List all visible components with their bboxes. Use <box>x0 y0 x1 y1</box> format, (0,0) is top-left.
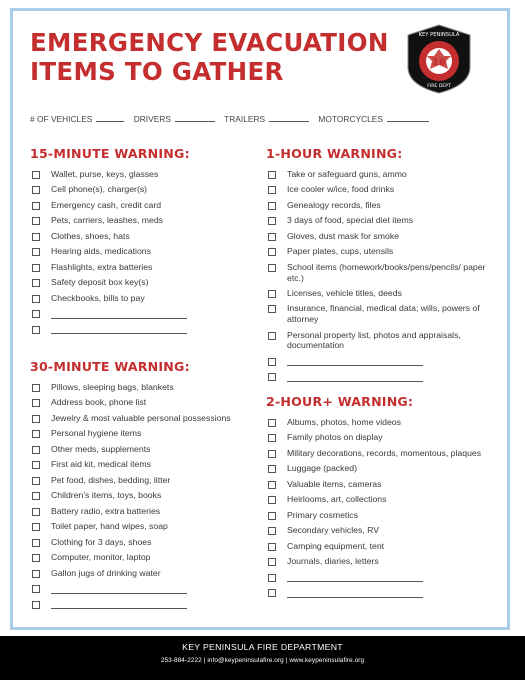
blank-checklist-item <box>30 324 250 335</box>
checklist-item-label: Luggage (packed) <box>287 463 358 474</box>
write-in-line[interactable] <box>51 583 187 594</box>
badge-top-text: KEY PENINSULA <box>418 32 460 38</box>
checkbox[interactable] <box>32 326 40 334</box>
checklist-item <box>30 200 250 211</box>
checklist-item <box>266 556 486 567</box>
checklist-item-label: Wallet, purse, keys, glasses <box>51 169 159 179</box>
checkbox[interactable] <box>268 233 276 241</box>
checkbox[interactable] <box>268 332 276 340</box>
checklist-item-label: Other meds, supplements <box>51 443 151 454</box>
checklist-item <box>266 448 486 459</box>
checkbox[interactable] <box>32 399 40 407</box>
blank-checklist-item <box>266 371 486 382</box>
checkbox[interactable] <box>268 450 276 458</box>
checkbox[interactable] <box>32 508 40 516</box>
checkbox[interactable] <box>32 539 40 547</box>
checklist-item <box>30 490 255 501</box>
checkbox[interactable] <box>268 434 276 442</box>
section-30-minute <box>30 359 255 614</box>
checklist-item-label: Ice cooler w/ice, food drinks <box>287 184 395 195</box>
checklist-item-label: Military decorations, records, momentous, plaques <box>287 447 482 458</box>
checklist-item-label: Valuable items, cameras <box>287 478 382 489</box>
checklist-item <box>266 494 486 505</box>
checkbox[interactable] <box>32 585 40 593</box>
checklist-item <box>266 262 486 283</box>
checkbox[interactable] <box>32 570 40 578</box>
write-in-line[interactable] <box>287 587 423 598</box>
checklist-item-label: Cell phone(s), charger(s) <box>51 184 148 195</box>
checklist-item <box>30 552 255 563</box>
checklist-item-label: Camping equipment, tent <box>287 540 385 551</box>
footer <box>0 636 525 680</box>
checklist-item <box>30 169 250 180</box>
checklist-item <box>266 231 486 242</box>
title-line-2: ITEMS TO GATHER <box>30 57 284 86</box>
checklist-item-label: Hearing aids, medications <box>51 246 151 257</box>
checkbox[interactable] <box>32 310 40 318</box>
checklist-item-label: Licenses, vehicle titles, deeds <box>287 287 402 298</box>
blank-checklist-item <box>266 572 486 583</box>
checkbox[interactable] <box>268 496 276 504</box>
checklist-item <box>266 463 486 474</box>
checklist-item <box>30 444 255 455</box>
checklist-item-label: First aid kit, medical items <box>51 459 151 470</box>
write-in-line[interactable] <box>51 308 187 319</box>
checklist-item <box>30 277 250 288</box>
drivers-blank[interactable] <box>175 113 215 122</box>
checkbox[interactable] <box>32 384 40 392</box>
checklist-item-label: Address book, phone list <box>51 397 147 408</box>
checklist-item-label: Clothing for 3 days, shoes <box>51 536 152 547</box>
checklist-item-label: Albums, photos, home videos <box>287 417 401 427</box>
checklist-item <box>30 475 255 486</box>
blank-checklist-item <box>266 587 486 598</box>
checklist-item-label: Secondary vehicles, RV <box>287 525 380 536</box>
checklist-item <box>30 521 255 532</box>
checklist-item <box>30 231 250 242</box>
checkbox[interactable] <box>268 186 276 194</box>
checklist-item <box>30 184 250 195</box>
checklist-item-label: Battery radio, extra batteries <box>51 505 161 516</box>
checkbox[interactable] <box>32 430 40 438</box>
checkbox[interactable] <box>32 523 40 531</box>
checklist-item <box>30 293 250 304</box>
checklist-item <box>30 382 255 393</box>
checkbox[interactable] <box>268 264 276 272</box>
checklist-item <box>30 568 255 579</box>
checkbox[interactable] <box>32 279 40 287</box>
checkbox[interactable] <box>32 264 40 272</box>
checkbox[interactable] <box>268 217 276 225</box>
checkbox[interactable] <box>32 461 40 469</box>
checkbox[interactable] <box>32 554 40 562</box>
write-in-line[interactable] <box>51 324 187 335</box>
checklist-item <box>266 288 486 299</box>
checklist-item-label: Take or safeguard guns, ammo <box>287 169 407 179</box>
checkbox[interactable] <box>32 415 40 423</box>
checkbox[interactable] <box>268 305 276 313</box>
checkbox[interactable] <box>268 574 276 582</box>
footer-contact: 253-884-2222 | info@keypeninsulafire.org | www.keypeninsulafire.org <box>160 657 365 664</box>
checklist <box>266 417 486 598</box>
checklist-item <box>266 169 486 180</box>
checkbox[interactable] <box>268 543 276 551</box>
checkbox[interactable] <box>268 589 276 597</box>
checklist <box>30 382 255 609</box>
checklist-item <box>30 506 255 517</box>
checklist-item-label: Emergency cash, credit card <box>51 199 162 210</box>
checkbox[interactable] <box>268 481 276 489</box>
checkbox[interactable] <box>268 358 276 366</box>
checklist-item <box>30 459 255 470</box>
checklist-item-label: School items (homework/books/pens/pencils/ paper etc.) <box>287 261 486 283</box>
badge-number: 16 <box>432 57 446 68</box>
section-heading: 30-MINUTE WARNING: <box>30 359 190 374</box>
checkbox[interactable] <box>268 373 276 381</box>
checkbox[interactable] <box>32 295 40 303</box>
checkbox[interactable] <box>268 290 276 298</box>
checklist-item-label: Journals, diaries, letters <box>287 556 379 567</box>
footer-org-name: KEY PENINSULA FIRE DEPARTMENT <box>182 642 343 652</box>
write-in-line[interactable] <box>287 356 423 367</box>
checklist-item-label: Genealogy records, files <box>287 199 381 210</box>
checklist-item <box>30 246 250 257</box>
checkbox[interactable] <box>32 477 40 485</box>
checklist-item-label: Jewelry & most valuable personal possessions <box>51 412 231 423</box>
badge-bottom-text: FIRE DEPT <box>427 84 451 89</box>
section-2-hour <box>266 394 486 603</box>
checklist-item-label: Pillows, sleeping bags, blankets <box>51 382 174 392</box>
checklist-item-label: Children's items, toys, books <box>51 490 162 501</box>
checklist-item <box>30 537 255 548</box>
checkbox[interactable] <box>268 248 276 256</box>
checklist-item <box>266 525 486 536</box>
checklist <box>266 169 486 382</box>
checklist-item-label: Clothes, shoes, hats <box>51 230 130 241</box>
checkbox[interactable] <box>268 527 276 535</box>
title-line-1: EMERGENCY EVACUATION <box>30 28 389 57</box>
checklist-item <box>266 246 486 257</box>
checkbox[interactable] <box>32 171 40 179</box>
write-in-line[interactable] <box>287 572 423 583</box>
write-in-line[interactable] <box>287 371 423 382</box>
vehicles-blank[interactable] <box>96 113 124 122</box>
checklist-item <box>30 397 255 408</box>
checklist-item-label: Flashlights, extra batteries <box>51 261 153 272</box>
checklist-item <box>266 215 486 226</box>
checklist-item <box>266 432 486 443</box>
checklist-item <box>30 428 255 439</box>
checkbox[interactable] <box>268 171 276 179</box>
checklist-item-label: Computer, monitor, laptop <box>51 552 151 563</box>
checklist-item <box>266 184 486 195</box>
checklist-item <box>266 303 486 324</box>
checklist-item-label: Checkbooks, bills to pay <box>51 292 145 303</box>
checklist-item <box>30 413 255 424</box>
section-heading: 15-MINUTE WARNING: <box>30 146 190 161</box>
section-15-minute <box>30 146 250 339</box>
checklist-item-label: Gloves, dust mask for smoke <box>287 230 400 241</box>
checklist-item <box>266 200 486 211</box>
checklist-item <box>266 330 486 351</box>
blank-checklist-item <box>266 356 486 367</box>
checkbox[interactable] <box>268 465 276 473</box>
motorcycles-label: MOTORCYCLES <box>318 114 383 124</box>
checkbox[interactable] <box>268 202 276 210</box>
checklist-item-label: Gallon jugs of drinking water <box>51 567 161 578</box>
drivers-label: DRIVERS <box>133 114 171 124</box>
checklist-item-label: Pet food, dishes, bedding, litter <box>51 474 171 485</box>
checkbox[interactable] <box>32 202 40 210</box>
checklist-item-label: Paper plates, cups, utensils <box>287 246 394 257</box>
checklist-item-label: Personal property list, photos and appraisals, documentation <box>287 329 461 351</box>
checklist-item-label: Insurance, financial, medical data; wills, powers of attorney <box>287 303 480 325</box>
section-1-hour <box>266 146 486 387</box>
checkbox[interactable] <box>32 233 40 241</box>
checkbox[interactable] <box>268 558 276 566</box>
checklist-item-label: Toilet paper, hand wipes, soap <box>51 521 168 532</box>
section-heading: 2-HOUR+ WARNING: <box>266 394 414 409</box>
checkbox[interactable] <box>32 248 40 256</box>
checkbox[interactable] <box>268 419 276 427</box>
checklist-item <box>266 417 486 428</box>
trailers-blank[interactable] <box>269 113 309 122</box>
motorcycles-blank[interactable] <box>387 113 429 122</box>
checklist-item-label: Personal hygiene items <box>51 428 142 439</box>
checklist-item <box>30 215 250 226</box>
checkbox[interactable] <box>32 217 40 225</box>
checklist-item <box>266 479 486 490</box>
checklist <box>30 169 250 334</box>
checkbox[interactable] <box>32 446 40 454</box>
vehicle-count-line <box>30 113 436 124</box>
checklist-item-label: Heirlooms, art, collections <box>287 494 387 505</box>
checklist-item <box>30 262 250 273</box>
checklist-item <box>266 510 486 521</box>
checkbox[interactable] <box>32 601 40 609</box>
blank-checklist-item <box>30 308 250 319</box>
write-in-line[interactable] <box>51 599 187 610</box>
checklist-item <box>266 541 486 552</box>
checkbox[interactable] <box>32 492 40 500</box>
page-title <box>30 28 390 86</box>
checkbox[interactable] <box>32 186 40 194</box>
checkbox[interactable] <box>268 512 276 520</box>
checklist-item-label: 3 days of food, special diet items <box>287 215 414 226</box>
checklist-item-label: Family photos on display <box>287 432 383 443</box>
checklist-item-label: Safety deposit box key(s) <box>51 277 149 288</box>
blank-checklist-item <box>30 599 255 610</box>
fire-department-badge <box>404 23 474 95</box>
checklist-item-label: Primary cosmetics <box>287 509 358 520</box>
trailers-label: TRAILERS <box>224 114 266 124</box>
blank-checklist-item <box>30 583 255 594</box>
checklist-item-label: Pets, carriers, leashes, meds <box>51 215 164 226</box>
section-heading: 1-HOUR WARNING: <box>266 146 403 161</box>
vehicles-label: # OF VEHICLES <box>30 114 93 124</box>
